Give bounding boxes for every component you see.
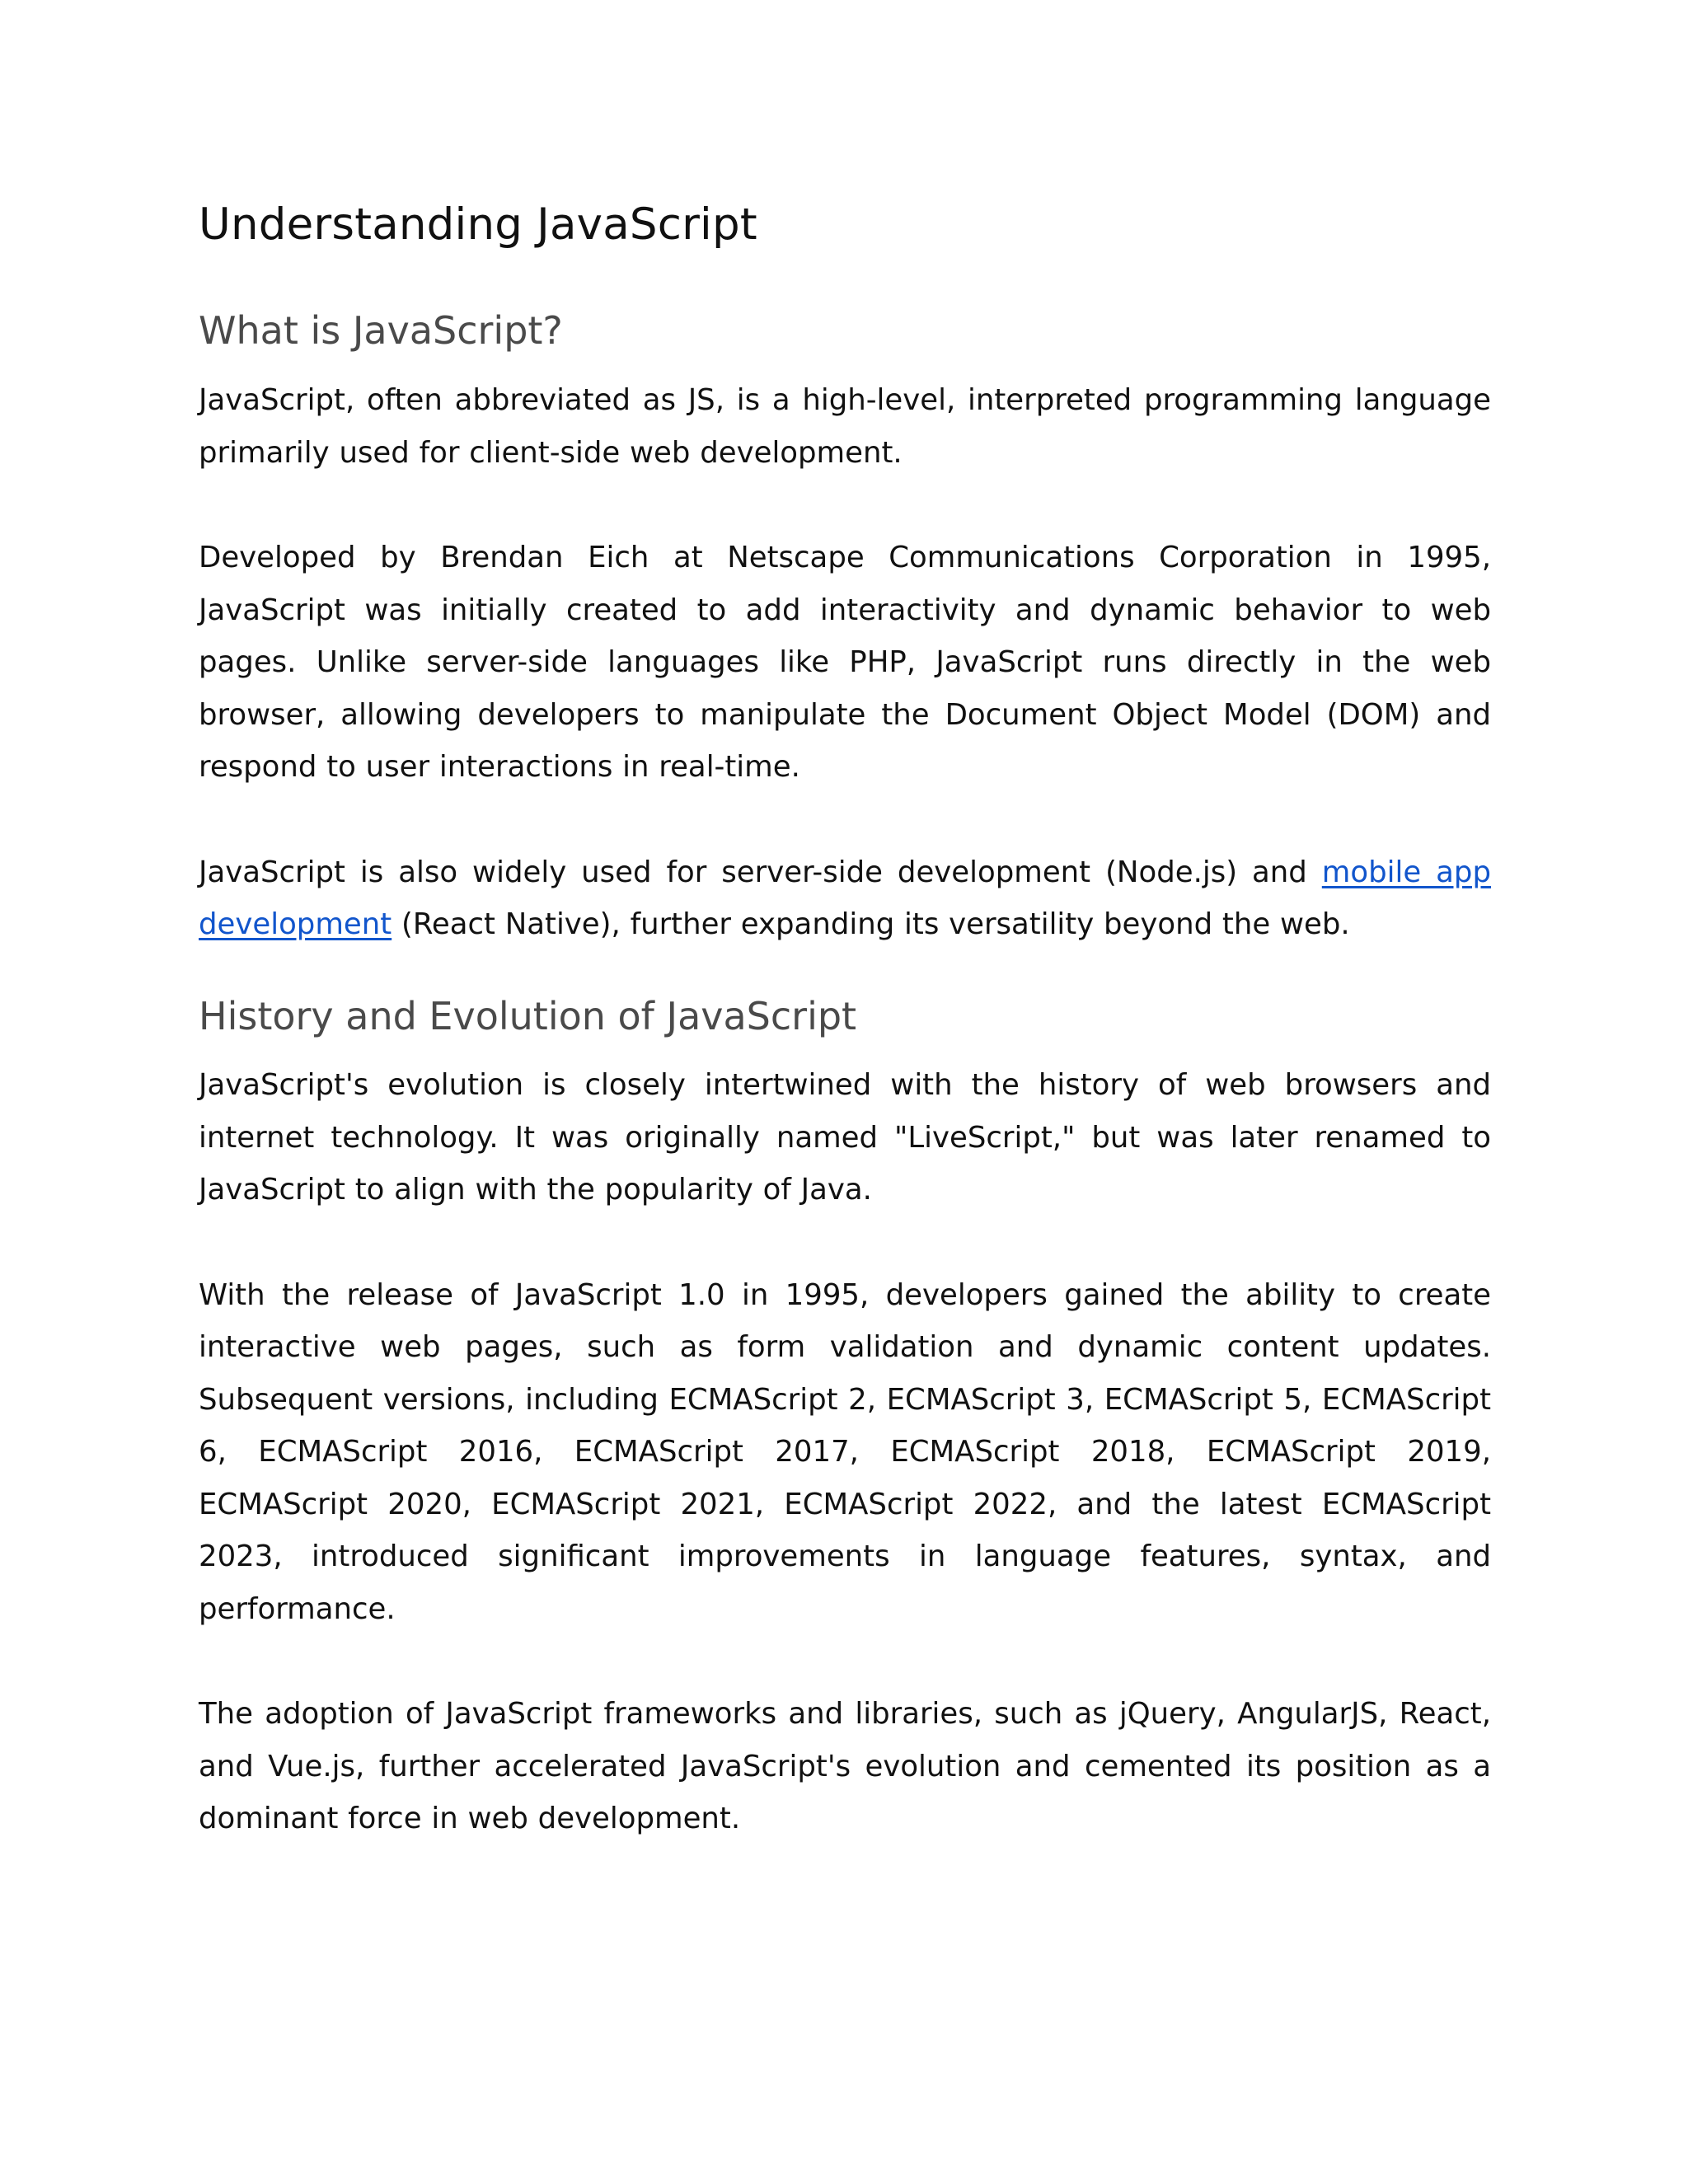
document-title: Understanding JavaScript [199,199,757,250]
mobile-app-development-link[interactable]: mobile app development [199,855,1491,942]
paragraph: JavaScript, often abbreviated as JS, is a high-level, interpreted programming language primarily used for client-side web development. [199,383,1491,470]
paragraph: Developed by Brendan Eich at Netscape Communications Corporation in 1995, JavaScript was initially created to add interactivity and dynamic behavior to web pages. Unlike server-side languages like PHP, JavaScript runs directly in the web browser, allowing developers to manipulate the Document Object Model (DOM) and respond to user interactions in real-time. [199,541,1491,785]
paragraph: JavaScript's evolution is closely intertwined with the history of web browsers and internet technology. It was originally named "LiveScript," but was later renamed to JavaScript to align with the popularity of Java. [199,1068,1491,1207]
section-history-and-evolution [199,992,1491,1845]
paragraph-text: (React Native), further expanding its versatility beyond the web. [392,907,1350,942]
paragraph-text: JavaScript is also widely used for server-side development (Node.js) and [199,855,1322,889]
document-page [199,198,1491,1898]
paragraph-with-link [199,846,1491,951]
section-heading: What is JavaScript? [199,308,563,354]
section-what-is-javascript [199,307,1491,950]
paragraph: With the release of JavaScript 1.0 in 1995, developers gained the ability to create interactive web pages, such as form validation and dynamic content updates. Subsequent versions, including ECMAScript 2, ECMAScript 3, ECMAScript 5, ECMAScript 6, ECMAScript 2016, ECMAScript 2017, ECMAScript 2018, ECMAScript 2019, ECMAScript 2020, ECMAScript 2021, ECMAScript 2022, and the latest ECMAScript 2023, introduced significant improvements in language features, syntax, and performance. [199,1277,1491,1626]
paragraph: The adoption of JavaScript frameworks and libraries, such as jQuery, AngularJS, React, and Vue.js, further accelerated JavaScript's evolution and cemented its position as a dominant force in web development. [199,1697,1491,1836]
section-heading: History and Evolution of JavaScript [199,993,857,1038]
